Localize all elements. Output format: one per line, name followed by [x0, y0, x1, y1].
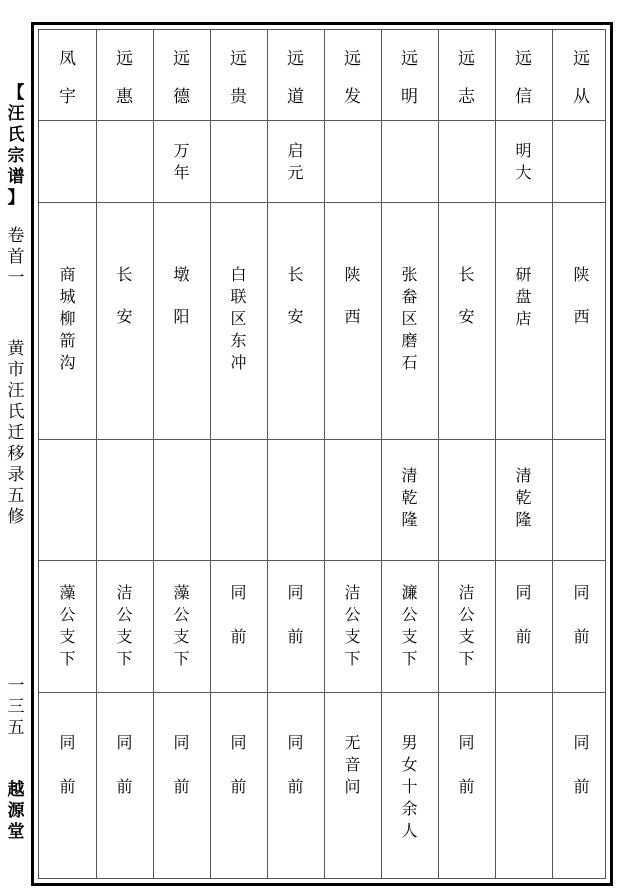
cell-char: 濂 — [401, 583, 418, 602]
cell-char: 陕 — [344, 265, 361, 284]
dynasty-cell — [153, 465, 210, 560]
margin-hall-name — [4, 780, 28, 843]
note-cell — [324, 732, 381, 884]
branch-cell — [210, 582, 267, 692]
cell-char: 远 — [573, 49, 590, 69]
cell-char: 前 — [287, 777, 304, 796]
cell-char: 公 — [401, 605, 418, 624]
cell-char: 乾 — [515, 488, 532, 507]
cell-char: 远 — [515, 49, 532, 69]
char: 宗 — [7, 146, 25, 166]
cell-char: 贵 — [230, 87, 247, 107]
cell-char: 区 — [230, 309, 247, 328]
cell-char: 公 — [116, 605, 133, 624]
cell-char: 公 — [344, 605, 361, 624]
cell-char: 同 — [458, 733, 475, 752]
cell-char: 同 — [116, 733, 133, 752]
cell-char: 长 — [458, 265, 475, 284]
cell-char: 明 — [401, 87, 418, 107]
row-divider — [39, 692, 605, 693]
cell-char: 同 — [230, 733, 247, 752]
cell-char: 无 — [344, 733, 361, 752]
cell-char: 十 — [401, 777, 418, 796]
place-cell — [552, 264, 611, 439]
era-cell — [96, 140, 153, 202]
char: 谱 — [7, 167, 25, 187]
cell-char: 清 — [401, 466, 418, 485]
branch-cell — [381, 582, 438, 692]
cell-char: 男 — [401, 733, 418, 752]
cell-char: 支 — [401, 627, 418, 646]
era-cell — [39, 140, 96, 202]
char: 录 — [7, 465, 25, 485]
dynasty-cell — [96, 465, 153, 560]
branch-cell — [39, 582, 96, 692]
cell-char: 发 — [344, 87, 361, 107]
cell-char: 同 — [573, 583, 590, 602]
cell-char: 前 — [458, 777, 475, 796]
place-cell — [438, 264, 495, 439]
cell-char: 余 — [401, 799, 418, 818]
place-cell — [324, 264, 381, 439]
cell-char: 阳 — [173, 307, 190, 326]
margin-page-number — [4, 676, 28, 739]
cell-char: 东 — [230, 331, 247, 350]
dynasty-cell — [39, 465, 96, 560]
cell-char: 远 — [116, 49, 133, 69]
era-cell — [153, 140, 210, 202]
cell-char: 年 — [173, 163, 190, 182]
branch-cell — [96, 582, 153, 692]
char: 五 — [7, 486, 25, 506]
cell-char: 同 — [287, 733, 304, 752]
place-cell — [153, 264, 210, 439]
cell-char: 信 — [515, 87, 532, 107]
cell-char: 前 — [230, 777, 247, 796]
margin-title — [4, 83, 28, 209]
cell-char: 隆 — [401, 510, 418, 529]
place-cell — [267, 264, 324, 439]
cell-char: 远 — [458, 49, 475, 69]
cell-char: 远 — [230, 49, 247, 69]
genealogy-table — [38, 29, 606, 879]
char: 汪 — [7, 381, 25, 401]
cell-char: 石 — [401, 353, 418, 372]
name-cell — [210, 40, 267, 120]
cell-char: 支 — [344, 627, 361, 646]
cell-char: 惠 — [116, 87, 133, 107]
cell-char: 冲 — [230, 353, 247, 372]
cell-char: 下 — [59, 649, 76, 668]
name-cell — [438, 40, 495, 120]
era-cell — [552, 140, 611, 202]
cell-char: 前 — [116, 777, 133, 796]
cell-char: 远 — [401, 49, 418, 69]
name-cell — [552, 40, 611, 120]
era-cell — [495, 140, 552, 202]
place-cell — [210, 264, 267, 439]
cell-char: 万 — [173, 141, 190, 160]
era-cell — [381, 140, 438, 202]
cell-char: 问 — [344, 777, 361, 796]
cell-char: 公 — [59, 605, 76, 624]
cell-char: 沟 — [59, 353, 76, 372]
margin-volume — [4, 226, 28, 289]
cell-char: 隆 — [515, 510, 532, 529]
cell-char: 明 — [515, 141, 532, 160]
cell-char: 长 — [287, 265, 304, 284]
row-divider — [39, 120, 605, 121]
char: 卷 — [7, 226, 25, 246]
cell-char: 凤 — [59, 49, 76, 69]
cell-char: 商 — [59, 265, 76, 284]
cell-char: 安 — [287, 307, 304, 326]
cell-char: 安 — [458, 307, 475, 326]
era-cell — [267, 140, 324, 202]
dynasty-cell — [381, 465, 438, 560]
char: 五 — [7, 718, 25, 738]
cell-char: 同 — [59, 733, 76, 752]
cell-char: 墩 — [173, 265, 190, 284]
cell-char: 白 — [230, 265, 247, 284]
cell-char: 远 — [173, 49, 190, 69]
cell-char: 安 — [116, 307, 133, 326]
cell-char: 大 — [515, 163, 532, 182]
margin-book-title — [4, 339, 28, 528]
note-cell — [153, 732, 210, 884]
char: 迁 — [7, 423, 25, 443]
name-cell — [39, 40, 96, 120]
era-cell — [210, 140, 267, 202]
cell-char: 下 — [173, 649, 190, 668]
cell-char: 盘 — [515, 287, 532, 306]
char: 源 — [7, 801, 25, 821]
cell-char: 藻 — [173, 583, 190, 602]
char: 氏 — [7, 125, 25, 145]
char: 越 — [7, 780, 25, 800]
cell-char: 下 — [344, 649, 361, 668]
cell-char: 志 — [458, 87, 475, 107]
cell-char: 区 — [401, 309, 418, 328]
cell-char: 下 — [458, 649, 475, 668]
note-cell — [495, 732, 552, 884]
cell-char: 研 — [515, 265, 532, 284]
char: 堂 — [7, 822, 25, 842]
place-cell — [96, 264, 153, 439]
cell-char: 远 — [287, 49, 304, 69]
dynasty-cell — [267, 465, 324, 560]
row-divider — [39, 560, 605, 561]
cell-char: 宇 — [59, 87, 76, 107]
genealogy-table-frame — [31, 22, 613, 886]
cell-char: 洁 — [458, 583, 475, 602]
place-cell — [495, 264, 552, 439]
name-cell — [96, 40, 153, 120]
name-cell — [495, 40, 552, 120]
cell-char: 前 — [573, 627, 590, 646]
cell-char: 同 — [515, 583, 532, 602]
char: 汪 — [7, 104, 25, 124]
cell-char: 人 — [401, 821, 418, 840]
cell-char: 洁 — [344, 583, 361, 602]
cell-char: 启 — [287, 141, 304, 160]
branch-cell — [267, 582, 324, 692]
cell-char: 箭 — [59, 331, 76, 350]
cell-char: 前 — [573, 777, 590, 796]
cell-char: 磨 — [401, 331, 418, 350]
dynasty-cell — [210, 465, 267, 560]
char: 修 — [7, 507, 25, 527]
branch-cell — [438, 582, 495, 692]
note-cell — [210, 732, 267, 884]
cell-char: 清 — [515, 466, 532, 485]
place-cell — [39, 264, 96, 439]
cell-char: 联 — [230, 287, 247, 306]
cell-char: 柳 — [59, 309, 76, 328]
cell-char: 前 — [515, 627, 532, 646]
dynasty-cell — [324, 465, 381, 560]
char: 移 — [7, 444, 25, 464]
cell-char: 下 — [401, 649, 418, 668]
cell-char: 下 — [116, 649, 133, 668]
row-divider — [39, 439, 605, 440]
name-cell — [381, 40, 438, 120]
row-divider — [39, 202, 605, 203]
cell-char: 同 — [287, 583, 304, 602]
char: 市 — [7, 360, 25, 380]
branch-cell — [495, 582, 552, 692]
char: 三 — [7, 697, 25, 717]
dynasty-cell — [552, 465, 611, 560]
cell-char: 畚 — [401, 287, 418, 306]
place-cell — [381, 264, 438, 439]
cell-char: 德 — [173, 87, 190, 107]
era-cell — [324, 140, 381, 202]
cell-char: 乾 — [401, 488, 418, 507]
name-cell — [267, 40, 324, 120]
cell-char: 同 — [230, 583, 247, 602]
name-cell — [324, 40, 381, 120]
note-cell — [381, 732, 438, 884]
cell-char: 公 — [458, 605, 475, 624]
char: 一 — [7, 676, 25, 696]
cell-char: 公 — [173, 605, 190, 624]
dynasty-cell — [438, 465, 495, 560]
cell-char: 城 — [59, 287, 76, 306]
cell-char: 前 — [230, 627, 247, 646]
era-cell — [438, 140, 495, 202]
cell-char: 同 — [173, 733, 190, 752]
char: 黄 — [7, 339, 25, 359]
dynasty-cell — [495, 465, 552, 560]
cell-char: 支 — [116, 627, 133, 646]
char: 一 — [7, 268, 25, 288]
note-cell — [267, 732, 324, 884]
char: 】 — [7, 188, 25, 208]
name-cell — [153, 40, 210, 120]
cell-char: 元 — [287, 163, 304, 182]
cell-char: 西 — [344, 307, 361, 326]
branch-cell — [324, 582, 381, 692]
cell-char: 西 — [573, 307, 590, 326]
char: 【 — [7, 83, 25, 103]
cell-char: 洁 — [116, 583, 133, 602]
cell-char: 支 — [59, 627, 76, 646]
note-cell — [39, 732, 96, 884]
cell-char: 店 — [515, 309, 532, 328]
note-cell — [96, 732, 153, 884]
cell-char: 前 — [287, 627, 304, 646]
char: 首 — [7, 247, 25, 267]
cell-char: 远 — [344, 49, 361, 69]
cell-char: 女 — [401, 755, 418, 774]
cell-char: 前 — [59, 777, 76, 796]
cell-char: 长 — [116, 265, 133, 284]
cell-char: 前 — [173, 777, 190, 796]
cell-char: 音 — [344, 755, 361, 774]
cell-char: 陕 — [573, 265, 590, 284]
char: 氏 — [7, 402, 25, 422]
cell-char: 从 — [573, 87, 590, 107]
cell-char: 张 — [401, 265, 418, 284]
branch-cell — [552, 582, 611, 692]
branch-cell — [153, 582, 210, 692]
cell-char: 同 — [573, 733, 590, 752]
cell-char: 道 — [287, 87, 304, 107]
cell-char: 支 — [173, 627, 190, 646]
note-cell — [552, 732, 611, 884]
cell-char: 支 — [458, 627, 475, 646]
cell-char: 藻 — [59, 583, 76, 602]
note-cell — [438, 732, 495, 884]
